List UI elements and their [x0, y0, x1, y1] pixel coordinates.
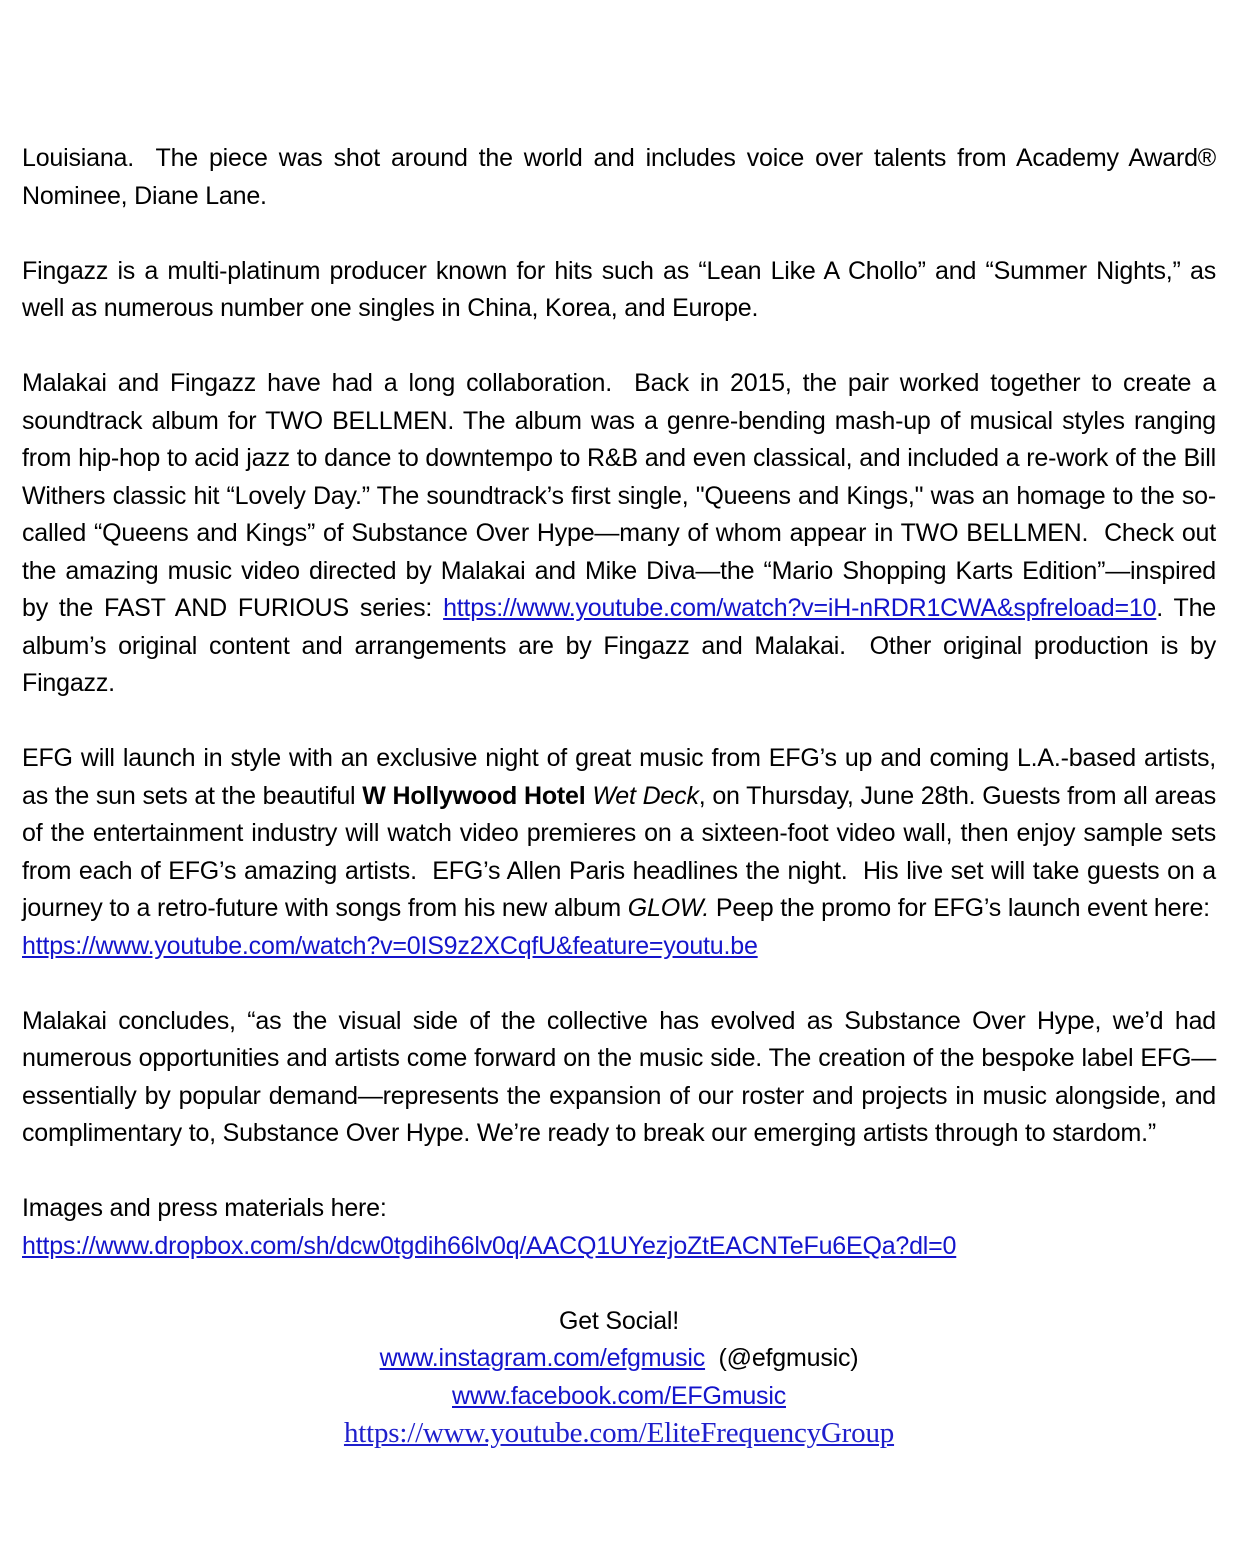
text-run: EFG will launch in style with an exclusive night of great music from EFG’s up and coming L.A.-based artists, as the sun sets at the beautiful [22, 744, 1216, 810]
text-run: GLOW. [627, 894, 710, 922]
text-run: , on Thursday, June 28th. Guests from all areas of the entertainment industry will watch video premieres on a sixteen-foot video wall, then enjoy sample sets from each of EFG’s amazing artists. EFG’s Allen Paris headlines the night. His live set will take guests on a journey to a retro-future with songs from his new album [22, 781, 1216, 922]
text-run: Malakai and Fingazz have had a long collaboration. Back in 2015, the pair worked together to create a soundtrack album for TWO BELLMEN. The album was a genre-bending mash-up of musical styles ranging from hip-hop to acid jazz to dance to downtempo to R&B and even classical, and included a re-work of the Bill Withers classic hit “Lovely Day.” The soundtrack’s first single, "Queens and Kings," was an homage to the so-called “Queens and Kings” of Substance Over Hype—many of whom appear in TWO BELLMEN. Check out the amazing music video directed by Malakai and Mike Diva—the “Mario Shopping Karts Edition”—inspired by the FAST AND FURIOUS series: [22, 369, 1216, 622]
text-run: Peep the promo for EFG’s launch event here: [709, 894, 1210, 922]
text-run: Fingazz is a multi-platinum producer known for hits such as “Lean Like A Chollo” and “Summer Nights,” as well as numerous number one singles in China, Korea, and Europe. [22, 256, 1216, 322]
text-run: Images and press materials here: [22, 1194, 387, 1222]
paragraph-malakai-quote [22, 1003, 1216, 1153]
text-run: (@efgmusic) [705, 1344, 859, 1372]
get-social-heading [22, 1303, 1216, 1341]
paragraph-launch-event [22, 740, 1216, 965]
paragraph-press-materials [22, 1190, 1216, 1265]
hyperlink[interactable]: https://www.youtube.com/watch?v=0IS9z2XCqfU&feature=youtu.be [22, 931, 758, 960]
text-run: W Hollywood Hotel [362, 781, 586, 810]
paragraph-collaboration [22, 365, 1216, 703]
social-line-facebook [22, 1378, 1216, 1416]
hyperlink[interactable]: www.facebook.com/EFGmusic [452, 1381, 786, 1410]
text-run: . The album’s original content and arrangements are by Fingazz and Malakai. Other original production is by Fingazz. [22, 594, 1216, 697]
text-run: Wet Deck [592, 781, 699, 810]
paragraph-fingazz [22, 253, 1216, 328]
text-run: Get Social! [558, 1306, 680, 1335]
hyperlink[interactable]: https://www.dropbox.com/sh/dcw0tgdih66lv0q/AACQ1UYezjoZtEACNTeFu6EQa?dl=0 [22, 1231, 957, 1260]
hyperlink[interactable]: www.instagram.com/efgmusic [379, 1344, 706, 1372]
text-run: Louisiana. The piece was shot around the world and includes voice over talents from Academy Award® Nominee, Diane Lane. [22, 144, 1216, 210]
paragraph-louisiana [22, 140, 1216, 215]
social-line-instagram [22, 1340, 1216, 1378]
text-run: Malakai concludes, “as the visual side of the collective has evolved as Substance Over Hype, we’d had numerous opportunities and artists come forward on the music side. The creation of the bespoke label EFG—essentially by popular demand—represents the expansion of our roster and projects in music alongside, and complimentary to, Substance Over Hype. We’re ready to break our emerging artists through to stardom.” [22, 1006, 1216, 1147]
hyperlink[interactable]: https://www.youtube.com/watch?v=iH-nRDR1CWA&spfreload=10 [443, 594, 1157, 622]
hyperlink[interactable]: https://www.youtube.com/EliteFrequencyGroup [343, 1417, 895, 1449]
social-line-youtube [22, 1415, 1216, 1454]
